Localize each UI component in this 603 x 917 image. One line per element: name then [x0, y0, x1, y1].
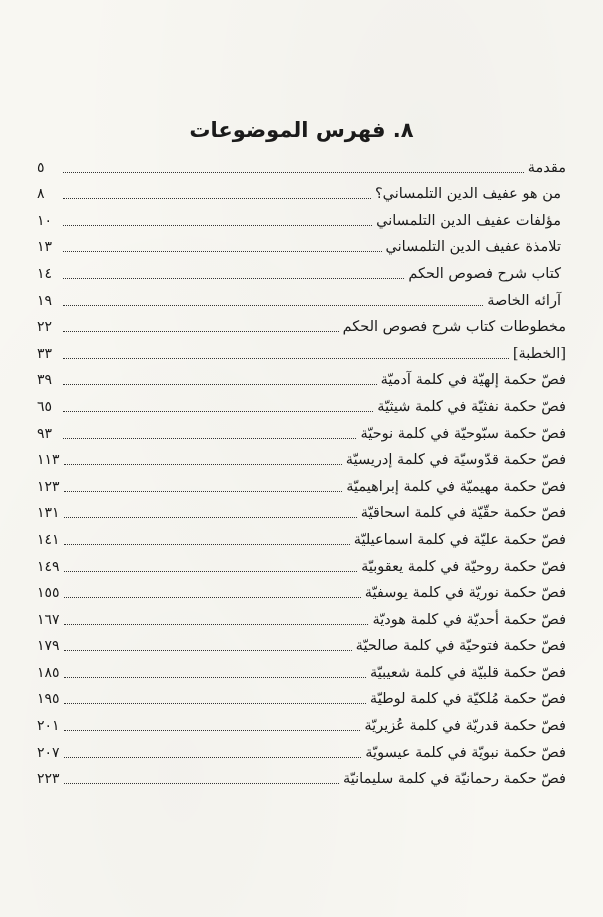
toc-entry: [37, 204, 566, 231]
toc-page-number: ٥: [37, 159, 45, 176]
toc-entry-label: فصّ حكمة نبويّة في كلمة عيسويّة: [365, 744, 566, 761]
dot-leader: [63, 305, 483, 306]
toc-entry: [37, 311, 566, 338]
dot-leader: [63, 358, 509, 359]
dot-leader: [64, 650, 352, 651]
toc-entry-label: تلامذة عفيف الدين التلمساني: [385, 239, 561, 256]
dot-leader: [64, 517, 357, 518]
dot-leader: [64, 730, 361, 731]
toc-entry-label: فصّ حكمة قدّوسيّة في كلمة إدريسيّة: [345, 452, 566, 469]
toc-page-number: ١٨٥: [37, 664, 60, 681]
dot-leader: [63, 198, 371, 199]
dot-leader: [64, 757, 362, 758]
toc-entry-label: فصّ حكمة قلبيّة في كلمة شعيبيّة: [369, 664, 566, 681]
toc-entry-label: فصّ حكمة إلهيّة في كلمة آدميّة: [380, 372, 566, 389]
toc-entry: [37, 470, 566, 497]
toc-entry: [37, 683, 566, 710]
toc-entry: [37, 444, 566, 471]
dot-leader: [64, 624, 369, 625]
toc-page-number: ١٣١: [37, 505, 60, 522]
toc-entry-label: فصّ حكمة روحيّة في كلمة يعقوبيّة: [361, 558, 566, 575]
toc-page-number: ٣٩: [37, 372, 53, 389]
dot-leader: [64, 783, 339, 784]
toc-entry-label: فصّ حكمة عليّة في كلمة اسماعيليّة: [353, 531, 566, 548]
dot-leader: [63, 331, 339, 332]
toc-page-number: ٢٠٧: [37, 744, 60, 761]
toc-entry: [37, 231, 566, 258]
toc-page-number: ١٧٩: [37, 638, 60, 655]
dot-leader: [64, 571, 358, 572]
toc-entry: [37, 550, 566, 577]
dot-leader: [63, 384, 377, 385]
toc-entry-label: مؤلفات عفيف الدين التلمساني: [376, 212, 561, 229]
toc-page-number: ٩٣: [37, 425, 53, 442]
toc-entry: [37, 736, 566, 763]
toc-page-number: ٦٥: [37, 398, 53, 415]
toc-page-number: ١٩: [37, 292, 53, 309]
toc-entry: [37, 656, 566, 683]
toc-entry: [37, 497, 566, 524]
toc-entry-label: فصّ حكمة نفثيّة في كلمة شيثيّة: [377, 398, 566, 415]
toc-page-number: ٢٢٣: [37, 771, 60, 788]
toc-entry: [37, 603, 566, 630]
toc-entry-label: فصّ حكمة نوريّة في كلمة يوسفيّة: [364, 585, 566, 602]
toc-entry: [37, 337, 566, 364]
table-of-contents: [37, 151, 566, 789]
dot-leader: [63, 225, 372, 226]
toc-entry: [37, 390, 566, 417]
dot-leader: [64, 491, 343, 492]
toc-entry-label: مخطوطات كتاب شرح فصوص الحكم: [342, 319, 566, 336]
toc-entry-label: فصّ حكمة قدريّة في كلمة عُزيريّة: [364, 718, 566, 735]
toc-entry-label: مقدمة: [527, 159, 566, 176]
toc-page-number: ١٣: [37, 239, 53, 256]
toc-page-number: ٢٢: [37, 319, 53, 336]
toc-entry-label: فصّ حكمة مُلكيّة في كلمة لوطيّة: [369, 691, 566, 708]
toc-page-number: ٢٠١: [37, 718, 60, 735]
toc-entry: [37, 257, 566, 284]
toc-entry: [37, 151, 566, 178]
toc-entry-label: فصّ حكمة أحديّة في كلمة هوديّة: [372, 611, 566, 628]
toc-entry-label: فصّ حكمة فتوحيّة في كلمة صالحيّة: [355, 638, 566, 655]
toc-entry: [37, 364, 566, 391]
toc-page-number: ٣٣: [37, 345, 53, 362]
toc-entry: [37, 417, 566, 444]
toc-page-number: ١٩٥: [37, 691, 60, 708]
dot-leader: [64, 544, 350, 545]
dot-leader: [63, 172, 524, 173]
dot-leader: [63, 411, 373, 412]
dot-leader: [64, 464, 342, 465]
toc-entry: [37, 763, 566, 790]
toc-entry: [37, 577, 566, 604]
page-title: ٨. فهرس الموضوعات: [189, 118, 414, 142]
toc-page-number: ١١٣: [37, 452, 60, 469]
toc-entry: [37, 178, 566, 205]
toc-entry-label: فصّ حكمة مهيميّة في كلمة إبراهيميّة: [346, 478, 566, 495]
toc-entry-label: [الخطبة]: [512, 345, 566, 362]
toc-page-number: ١٦٧: [37, 611, 60, 628]
toc-page-number: ١٥٥: [37, 585, 60, 602]
toc-entry-label: آرائه الخاصة: [487, 292, 561, 309]
toc-page-number: ١٤١: [37, 531, 60, 548]
toc-page-number: ١٠: [37, 212, 53, 229]
toc-page-number: ٨: [37, 186, 45, 203]
toc-entry: [37, 630, 566, 657]
toc-entry: [37, 284, 566, 311]
dot-leader: [63, 251, 382, 252]
toc-page-number: ١٢٣: [37, 478, 60, 495]
toc-entry: [37, 523, 566, 550]
toc-entry: [37, 709, 566, 736]
dot-leader: [63, 278, 404, 279]
toc-entry-label: فصّ حكمة حقّيّة في كلمة اسحاقيّة: [360, 505, 566, 522]
toc-page-number: ١٤: [37, 265, 53, 282]
dot-leader: [64, 597, 361, 598]
dot-leader: [63, 438, 356, 439]
toc-entry-label: فصّ حكمة رحمانيّة في كلمة سليمانيّة: [342, 771, 566, 788]
toc-entry-label: من هو عفيف الدين التلمساني؟: [374, 186, 561, 203]
toc-entry-label: كتاب شرح فصوص الحكم: [408, 265, 561, 282]
toc-page-number: ١٤٩: [37, 558, 60, 575]
dot-leader: [64, 703, 366, 704]
dot-leader: [64, 677, 366, 678]
toc-entry-label: فصّ حكمة سبّوحيّة في كلمة نوحيّة: [360, 425, 566, 442]
